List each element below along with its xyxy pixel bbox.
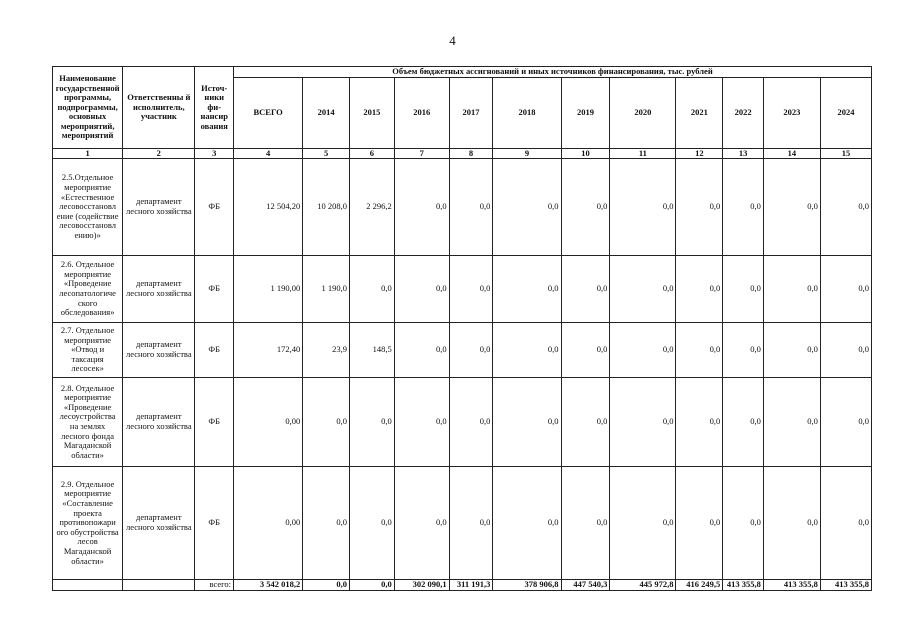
total-row [53,580,872,591]
column-number: 7 [394,149,449,159]
row-responsible: департамент лесного хозяйства [123,256,195,323]
header-col-year: 2020 [610,78,676,149]
row-value: 0,0 [723,378,764,467]
column-number: 3 [195,149,234,159]
row-value: 0,0 [820,159,871,256]
total-value: 0,0 [349,580,394,591]
row-name: 2.7. Отдельное мероприятие «Отвод и таксация лесосек» [53,323,123,378]
row-name: 2.5.Отдельное мероприятие «Естественное лесовосстановл ение (содействие лесовосстановл ению)» [53,159,123,256]
row-source: ФБ [195,159,234,256]
total-value: 378 906,8 [493,580,561,591]
header-responsible: Ответственны й исполнитель, участник [123,67,195,149]
header-col-year: 2024 [820,78,871,149]
row-value: 0,0 [394,467,449,580]
row-value: 0,0 [820,323,871,378]
table-row [53,159,872,256]
row-value: 0,0 [676,323,723,378]
column-number: 15 [820,149,871,159]
row-value: 0,0 [723,467,764,580]
row-value: 0,0 [449,323,493,378]
row-name: 2.9. Отдельное мероприятие «Составление проекта противопожари ого обустройства лесов Магаданской области» [53,467,123,580]
row-value: 0,0 [394,159,449,256]
page-number: 4 [449,33,456,48]
table-row [53,378,872,467]
header-col-year: 2021 [676,78,723,149]
column-number: 4 [234,149,303,159]
header-col-year: 2018 [493,78,561,149]
row-source: ФБ [195,323,234,378]
row-value: 0,0 [763,159,820,256]
row-value-total: 172,40 [234,323,303,378]
header-col-year: 2016 [394,78,449,149]
row-value: 0,0 [493,378,561,467]
column-number: 8 [449,149,493,159]
row-value: 23,9 [303,323,350,378]
row-value: 0,0 [349,256,394,323]
total-value: 311 191,3 [449,580,493,591]
row-responsible: департамент лесного хозяйства [123,467,195,580]
row-value: 0,0 [676,256,723,323]
row-value: 0,0 [610,323,676,378]
total-value: 416 249,5 [676,580,723,591]
row-value: 0,0 [561,159,610,256]
total-value: 0,0 [303,580,350,591]
row-value: 0,0 [303,378,350,467]
row-value: 0,0 [763,467,820,580]
column-number: 12 [676,149,723,159]
row-value: 0,0 [394,378,449,467]
total-value: 413 355,8 [763,580,820,591]
header-row [53,67,872,78]
row-value-total: 1 190,00 [234,256,303,323]
row-responsible: департамент лесного хозяйства [123,323,195,378]
row-value: 0,0 [493,256,561,323]
header-group-title: Объем бюджетных ассигнований и иных источников финансирования, тыс. рублей [234,67,872,78]
row-value-total: 0,00 [234,467,303,580]
column-number: 5 [303,149,350,159]
row-value: 148,5 [349,323,394,378]
row-name: 2.6. Отдельное мероприятие «Проведение лесопатологиче ского обследования» [53,256,123,323]
row-value: 0,0 [394,256,449,323]
row-value: 0,0 [676,467,723,580]
row-value: 0,0 [610,467,676,580]
column-number: 6 [349,149,394,159]
total-value: 445 972,8 [610,580,676,591]
row-value-total: 12 504,20 [234,159,303,256]
row-value: 0,0 [449,378,493,467]
row-value: 0,0 [763,323,820,378]
table-row [53,467,872,580]
row-value: 1 190,0 [303,256,350,323]
total-value: 413 355,8 [820,580,871,591]
row-value: 0,0 [449,467,493,580]
row-source: ФБ [195,256,234,323]
total-value: 3 542 018,2 [234,580,303,591]
row-source: ФБ [195,378,234,467]
row-value: 0,0 [610,378,676,467]
budget-table [52,66,872,591]
total-value: 302 090,1 [394,580,449,591]
row-value: 2 296,2 [349,159,394,256]
column-number-row [53,149,872,159]
total-label: всего: [195,580,234,591]
total-empty-cell [53,580,123,591]
header-name: Наименование государственной программы, подпрограммы, основных мероприятий, мероприятий [53,67,123,149]
row-value: 0,0 [676,159,723,256]
row-value-total: 0,00 [234,378,303,467]
row-value: 0,0 [449,159,493,256]
row-value: 0,0 [723,323,764,378]
header-col-year: 2022 [723,78,764,149]
column-number: 9 [493,149,561,159]
column-number: 13 [723,149,764,159]
row-value: 0,0 [493,159,561,256]
row-responsible: департамент лесного хозяйства [123,378,195,467]
row-value: 0,0 [493,323,561,378]
row-value: 0,0 [820,467,871,580]
row-value: 0,0 [610,256,676,323]
total-value: 447 540,3 [561,580,610,591]
row-responsible: департамент лесного хозяйства [123,159,195,256]
column-number: 2 [123,149,195,159]
header-col-year: 2015 [349,78,394,149]
header-col-year: 2023 [763,78,820,149]
row-name: 2.8. Отдельное мероприятие «Проведение лесоустройства на землях лесного фонда Магаданской области» [53,378,123,467]
row-value: 10 208,0 [303,159,350,256]
row-value: 0,0 [449,256,493,323]
header-col-year: 2017 [449,78,493,149]
header-col-year: 2014 [303,78,350,149]
row-source: ФБ [195,467,234,580]
row-value: 0,0 [349,467,394,580]
row-value: 0,0 [303,467,350,580]
column-number: 1 [53,149,123,159]
header-col-year: 2019 [561,78,610,149]
row-value: 0,0 [763,256,820,323]
row-value: 0,0 [561,467,610,580]
row-value: 0,0 [493,467,561,580]
row-value: 0,0 [763,378,820,467]
row-value: 0,0 [723,256,764,323]
table-row [53,323,872,378]
column-number: 14 [763,149,820,159]
row-value: 0,0 [561,378,610,467]
row-value: 0,0 [561,256,610,323]
row-value: 0,0 [820,378,871,467]
row-value: 0,0 [723,159,764,256]
column-number: 10 [561,149,610,159]
row-value: 0,0 [610,159,676,256]
header-source: Источ-ники фи-нансир ования [195,67,234,149]
row-value: 0,0 [561,323,610,378]
row-value: 0,0 [820,256,871,323]
row-value: 0,0 [394,323,449,378]
column-number: 11 [610,149,676,159]
table-row [53,256,872,323]
row-value: 0,0 [676,378,723,467]
header-col-total: ВСЕГО [234,78,303,149]
total-empty-cell [123,580,195,591]
total-value: 413 355,8 [723,580,764,591]
row-value: 0,0 [349,378,394,467]
